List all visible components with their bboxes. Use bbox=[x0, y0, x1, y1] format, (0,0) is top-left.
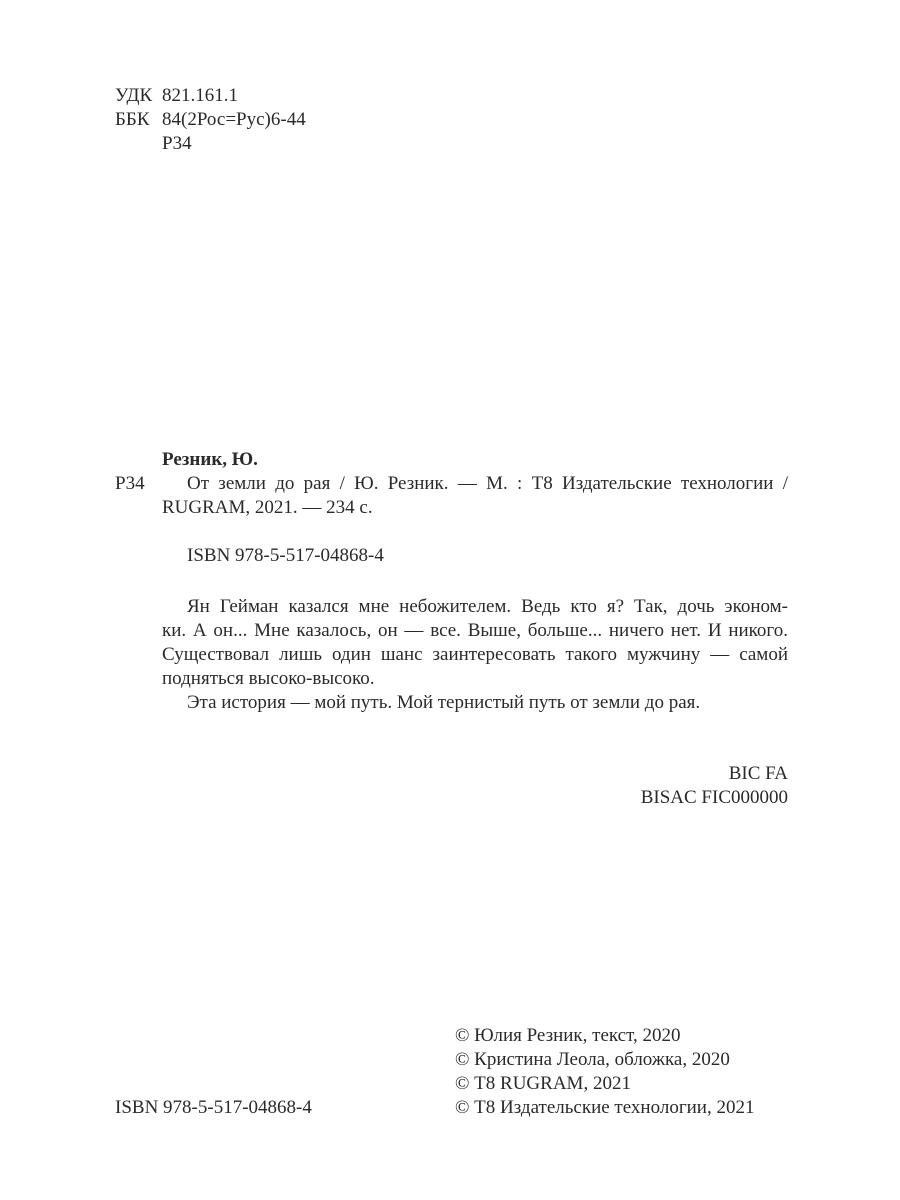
copyright-line: © Кристина Леола, обложка, 2020 bbox=[455, 1049, 730, 1070]
record-title-line: RUGRAM, 2021. — 234 с. bbox=[162, 497, 373, 518]
annotation-line: подняться высоко-высоко. bbox=[162, 668, 375, 689]
record-mark: Р34 bbox=[115, 473, 145, 494]
annotation-line: Существовал лишь один шанс заинтересовать такого мужчину — самой bbox=[162, 644, 788, 665]
record-author: Резник, Ю. bbox=[162, 449, 258, 470]
bbk-label: ББК bbox=[115, 109, 150, 130]
author-mark: Р34 bbox=[162, 133, 192, 154]
annotation-line: ки. А он... Мне казалось, он — все. Выше, больше... ничего нет. И никого. bbox=[162, 620, 788, 641]
annotation-line: Ян Гейман казался мне небожителем. Ведь кто я? Так, дочь эконом- bbox=[187, 596, 788, 617]
record-isbn: ISBN 978-5-517-04868-4 bbox=[187, 545, 384, 566]
udk-label: УДК bbox=[115, 85, 153, 106]
copyright-line: © Юлия Резник, текст, 2020 bbox=[455, 1025, 681, 1046]
footer-isbn: ISBN 978-5-517-04868-4 bbox=[115, 1097, 312, 1118]
bic-code: BIC FA bbox=[728, 763, 788, 784]
udk-value: 821.161.1 bbox=[162, 85, 238, 106]
bisac-code: BISAC FIC000000 bbox=[640, 787, 788, 808]
copyright-line: © Т8 RUGRAM, 2021 bbox=[455, 1073, 631, 1094]
copyright-line: © Т8 Издательские технологии, 2021 bbox=[455, 1097, 755, 1118]
record-title-line: От земли до рая / Ю. Резник. — М. : Т8 Издательские технологии / bbox=[187, 473, 788, 494]
annotation-line: Эта история — мой путь. Мой тернистый путь от земли до рая. bbox=[187, 692, 701, 713]
bbk-value: 84(2Рос=Рус)6-44 bbox=[162, 109, 306, 130]
